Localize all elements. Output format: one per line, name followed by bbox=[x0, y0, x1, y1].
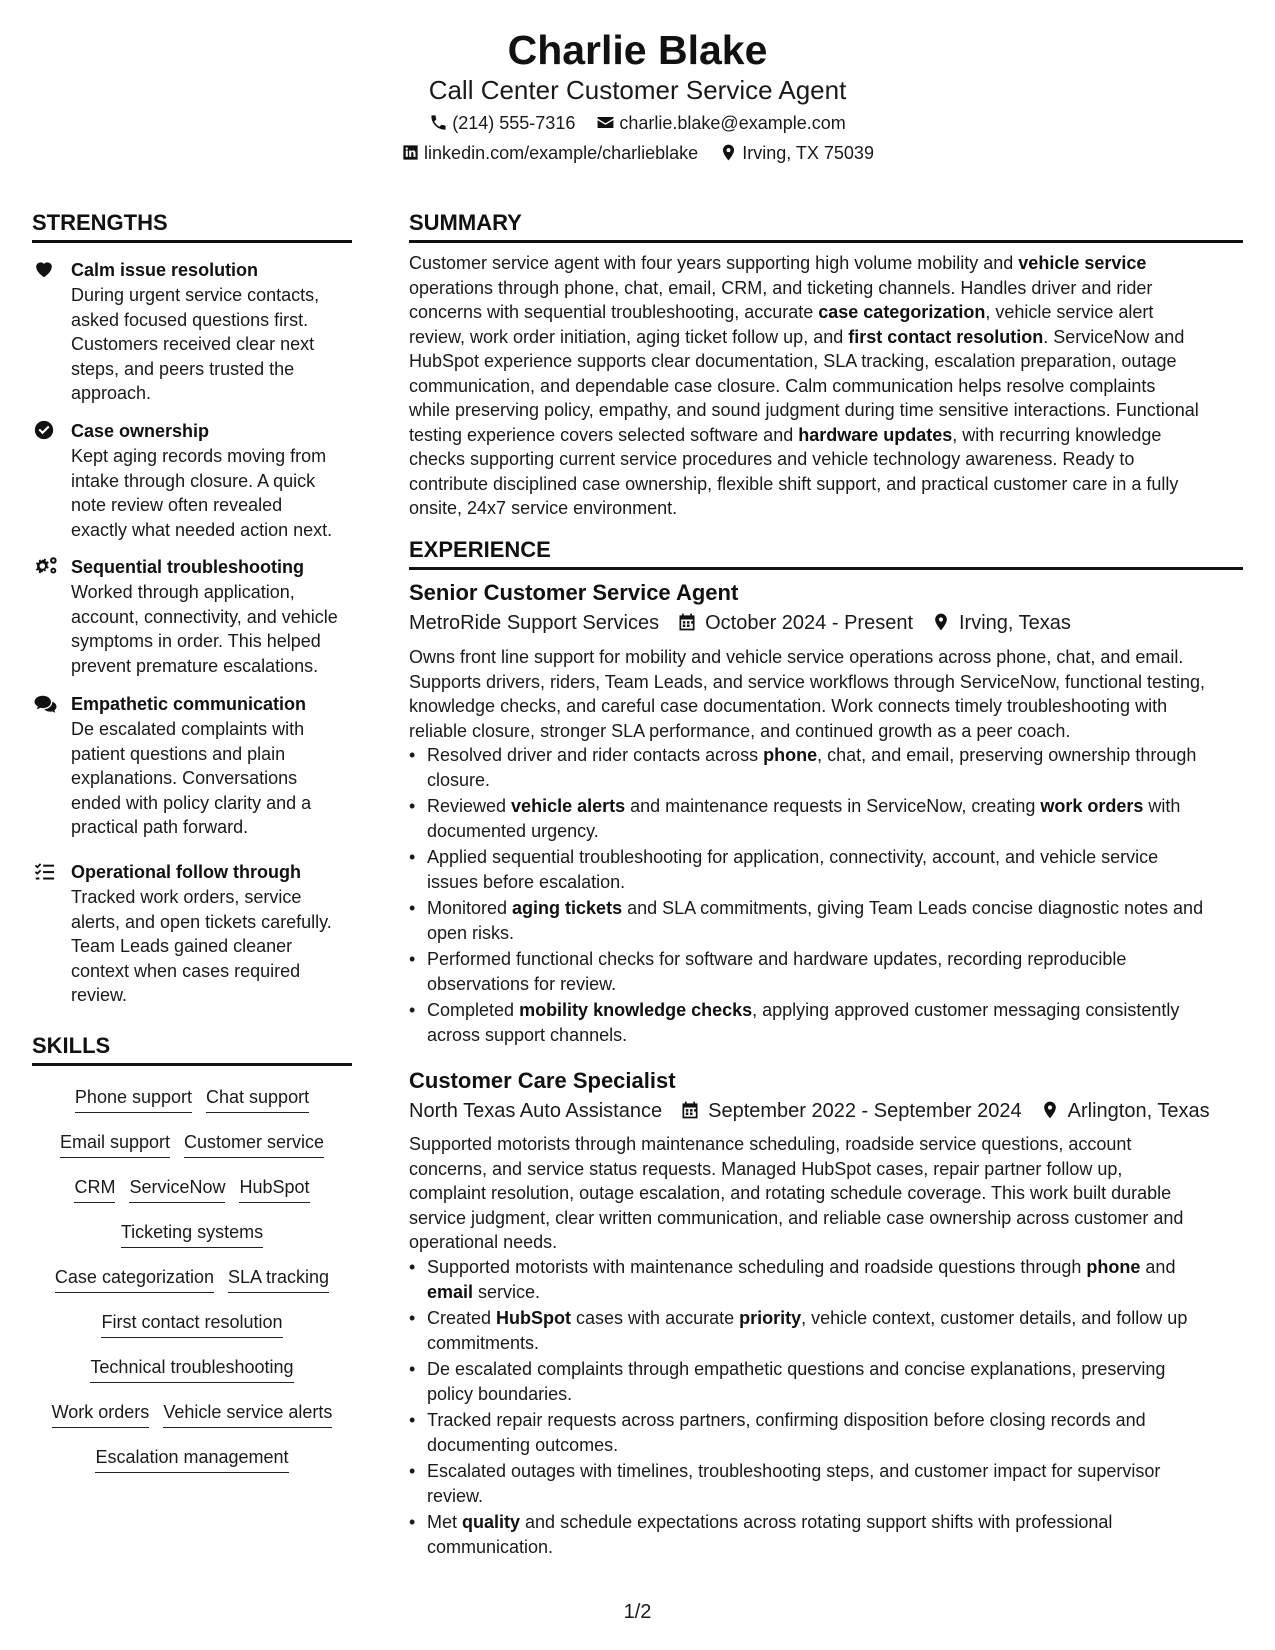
experience-heading: EXPERIENCE bbox=[409, 537, 551, 562]
skill-tag: Phone support bbox=[75, 1084, 192, 1113]
phone-icon bbox=[429, 113, 448, 132]
skills-row bbox=[33, 1354, 351, 1383]
job-bullets bbox=[427, 743, 1203, 1049]
linkedin-contact[interactable] bbox=[401, 140, 698, 166]
summary-heading: SUMMARY bbox=[409, 210, 522, 235]
bullet-item: • Supported motorists with maintenance scheduling and roadside questions through phone and email service. bbox=[427, 1255, 1187, 1304]
skill-tag: Work orders bbox=[52, 1399, 150, 1428]
envelope-icon bbox=[596, 113, 615, 132]
bullet-item: • Applied sequential troubleshooting for application, connectivity, account, and vehicle service issues before escalation. bbox=[427, 845, 1203, 894]
gears-icon bbox=[33, 555, 59, 577]
strength-title: Sequential troubleshooting bbox=[71, 557, 304, 577]
company-name: North Texas Auto Assistance bbox=[409, 1100, 663, 1122]
skill-tag: HubSpot bbox=[239, 1174, 309, 1203]
calendar-icon bbox=[680, 1100, 700, 1120]
phone-text: (214) 555-7316 bbox=[452, 113, 576, 133]
bullet-item: • De escalated complaints through empathetic questions and concise explanations, preserving policy boundaries. bbox=[427, 1357, 1187, 1406]
candidate-headline: Call Center Customer Service Agent bbox=[428, 75, 847, 105]
strength-title: Operational follow through bbox=[71, 862, 301, 882]
skill-tag: Ticketing systems bbox=[121, 1219, 263, 1248]
bullet-item: • Monitored aging tickets and SLA commitments, giving Team Leads concise diagnostic notes and open risks. bbox=[427, 896, 1203, 945]
location-contact bbox=[719, 140, 874, 166]
strength-description: Worked through application, account, connectivity, and vehicle symptoms in order. This helped prevent premature escalations. bbox=[71, 582, 338, 676]
job-title: Senior Customer Service Agent bbox=[409, 580, 739, 605]
skill-tag: Vehicle service alerts bbox=[163, 1399, 332, 1428]
check-circle-icon bbox=[33, 419, 55, 441]
skill-tag: Email support bbox=[60, 1129, 170, 1158]
candidate-name: Charlie Blake bbox=[507, 27, 768, 73]
bullet-item: • Performed functional checks for software and hardware updates, recording reproducible observations for review. bbox=[427, 947, 1203, 996]
contact-row-1 bbox=[0, 110, 1275, 136]
contact-row-2 bbox=[0, 140, 1275, 166]
page-number: 1/2 bbox=[623, 1601, 652, 1623]
skills-row bbox=[33, 1264, 351, 1293]
strength-description: De escalated complaints with patient questions and plain explanations. Conversations ended with policy clarity and a practical path forward. bbox=[71, 719, 312, 837]
skills-row bbox=[33, 1444, 351, 1473]
strength-title: Empathetic communication bbox=[71, 694, 307, 714]
strength-title: Case ownership bbox=[71, 421, 210, 441]
job-bullets bbox=[427, 1255, 1187, 1561]
job-description: Owns front line support for mobility and vehicle service operations across phone, chat, and email. Supports drivers, riders, Team Leads, and service workflows through ServiceNow, functional testing, knowledge checks, and careful case documentation. Work connects timely troubleshooting with reliable closure, stronger SLA performance, and continued growth as a peer coach. bbox=[409, 647, 1206, 741]
bullet-item: • Created HubSpot cases with accurate priority, vehicle context, customer details, and follow up commitments. bbox=[427, 1306, 1187, 1355]
list-check-icon bbox=[33, 861, 55, 883]
comments-icon bbox=[33, 693, 58, 715]
summary-text: Customer service agent with four years supporting high volume mobility and vehicle service operations through phone, chat, email, CRM, and ticketing channels. Handles driver and rider concerns with sequential troubleshooting, accurate case categorization, vehicle service alert review, work order initiation, aging ticket follow up, and first contact resolution. ServiceNow and HubSpot experience supports clear documentation, SLA tracking, escalation preparation, outage communication, and dependable case closure. Calm communication helps resolve complaints while preserving policy, empathy, and sound judgment during time sensitive interactions. Functional testing experience covers selected software and hardware updates, with recurring knowledge checks supporting current service procedures and vehicle technology awareness. Ready to contribute disciplined case ownership, flexible shift support, and practical customer care in a fully onsite, 24x7 service environment. bbox=[409, 253, 1199, 518]
linkedin-icon bbox=[401, 143, 420, 162]
strength-title: Calm issue resolution bbox=[71, 260, 259, 280]
job-meta bbox=[409, 1097, 1210, 1125]
location-text: Irving, TX 75039 bbox=[742, 143, 874, 163]
map-pin-icon bbox=[1040, 1100, 1060, 1120]
email-text: charlie.blake@example.com bbox=[619, 113, 846, 133]
skill-tag: Customer service bbox=[184, 1129, 324, 1158]
bullet-item: • Reviewed vehicle alerts and maintenance requests in ServiceNow, creating work orders with documented urgency. bbox=[427, 794, 1203, 843]
skill-tag: ServiceNow bbox=[129, 1174, 225, 1203]
job-description: Supported motorists through maintenance scheduling, roadside service questions, account concerns, and service status requests. Managed HubSpot cases, repair partner follow up, complaint resolution, outage escalation, and rotating schedule coverage. This work built durable service judgment, clear written communication, and reliable case ownership across customer and operational needs. bbox=[409, 1134, 1184, 1252]
heart-icon bbox=[33, 258, 55, 280]
summary-divider bbox=[409, 240, 1243, 243]
map-pin-icon bbox=[719, 143, 738, 162]
skill-tag: Chat support bbox=[206, 1084, 309, 1113]
strength-description: Tracked work orders, service alerts, and open tickets carefully. Team Leads gained cleaner context when cases required review. bbox=[71, 887, 332, 1005]
experience-divider bbox=[409, 567, 1243, 570]
skill-tag: Escalation management bbox=[95, 1444, 288, 1473]
job-dates: September 2022 - September 2024 bbox=[708, 1100, 1022, 1122]
job-meta bbox=[409, 609, 1071, 637]
skills-row bbox=[33, 1129, 351, 1158]
skills-row bbox=[33, 1084, 351, 1113]
bullet-item: • Completed mobility knowledge checks, applying approved customer messaging consistently across support channels. bbox=[427, 998, 1203, 1047]
bullet-item: • Tracked repair requests across partners, confirming disposition before closing records and documenting outcomes. bbox=[427, 1408, 1187, 1457]
job-title: Customer Care Specialist bbox=[409, 1068, 676, 1093]
skill-tag: CRM bbox=[74, 1174, 115, 1203]
skills-row bbox=[33, 1174, 351, 1203]
skill-tag: Technical troubleshooting bbox=[90, 1354, 293, 1383]
bullet-item: • Resolved driver and rider contacts across phone, chat, and email, preserving ownership through closure. bbox=[427, 743, 1203, 792]
skill-tag: Case categorization bbox=[55, 1264, 214, 1293]
strength-description: During urgent service contacts, asked focused questions first. Customers received clear next steps, and peers trusted the approach. bbox=[71, 285, 320, 403]
skill-tag: SLA tracking bbox=[228, 1264, 329, 1293]
linkedin-text: linkedin.com/example/charlieblake bbox=[424, 143, 699, 163]
bullet-item: • Escalated outages with timelines, troubleshooting steps, and customer impact for supervisor review. bbox=[427, 1459, 1187, 1508]
phone-contact[interactable] bbox=[429, 110, 575, 136]
skills-heading: SKILLS bbox=[32, 1033, 111, 1058]
skill-tag: First contact resolution bbox=[101, 1309, 282, 1338]
skills-row bbox=[33, 1309, 351, 1338]
skills-row bbox=[33, 1399, 351, 1428]
strengths-divider bbox=[32, 240, 352, 243]
map-pin-icon bbox=[931, 612, 951, 632]
skills-row bbox=[33, 1219, 351, 1248]
calendar-icon bbox=[677, 612, 697, 632]
bullet-item: • Met quality and schedule expectations across rotating support shifts with professional communication. bbox=[427, 1510, 1187, 1559]
job-location: Arlington, Texas bbox=[1067, 1100, 1210, 1122]
company-name: MetroRide Support Services bbox=[409, 612, 660, 634]
email-contact[interactable] bbox=[596, 110, 845, 136]
job-location: Irving, Texas bbox=[959, 612, 1071, 634]
job-dates: October 2024 - Present bbox=[705, 612, 913, 634]
strengths-heading: STRENGTHS bbox=[32, 210, 168, 235]
strength-description: Kept aging records moving from intake through closure. A quick note review often revealed exactly what needed action next. bbox=[71, 446, 333, 540]
skills-divider bbox=[32, 1063, 352, 1066]
